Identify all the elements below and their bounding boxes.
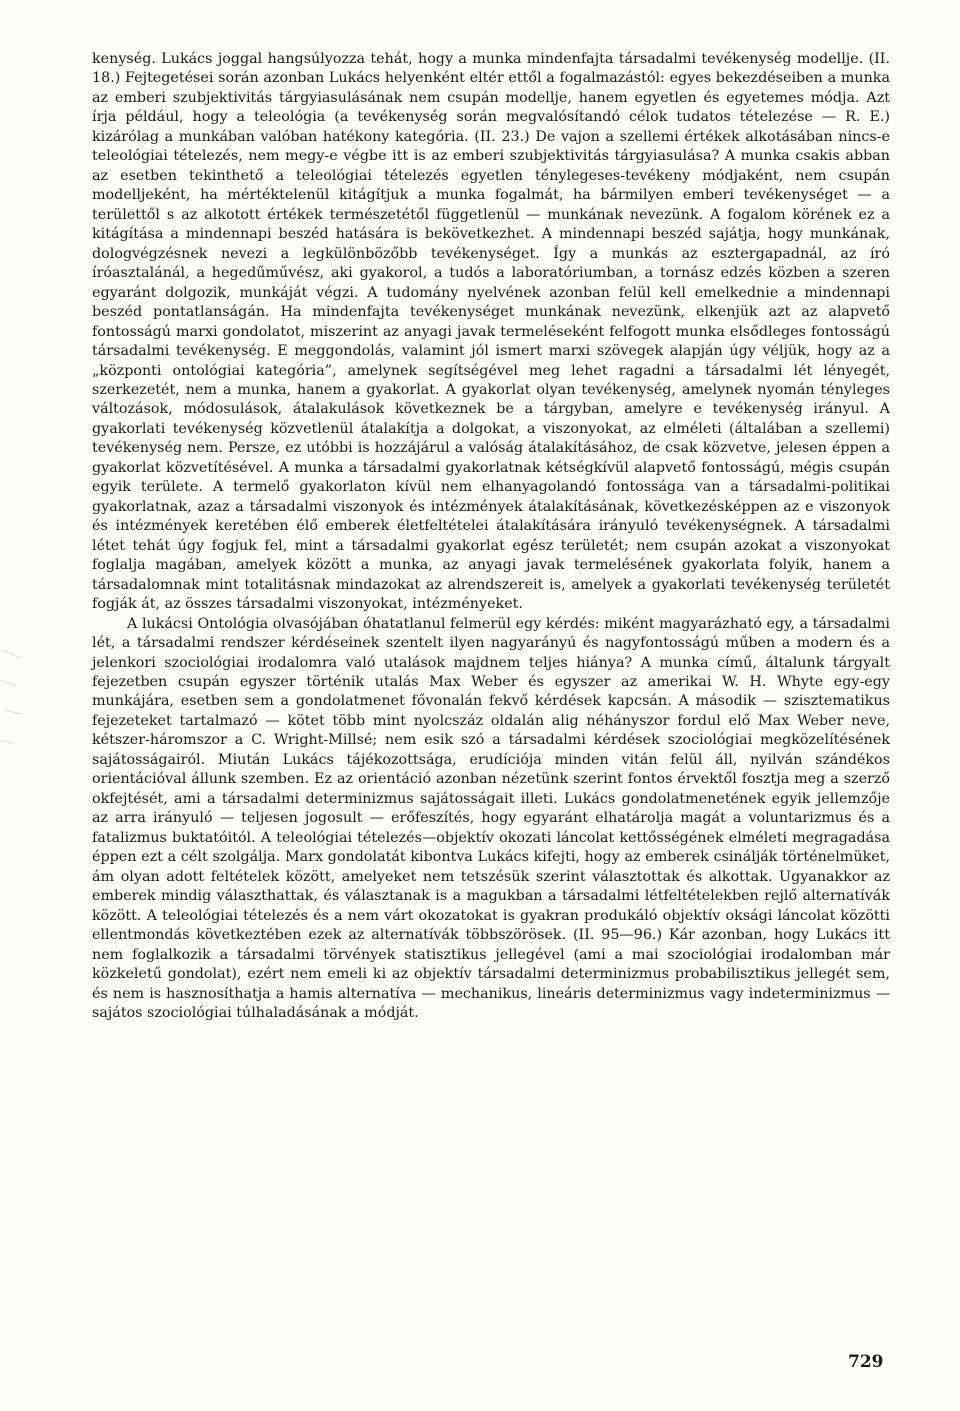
paragraph: kenység. Lukács joggal hangsúlyozza tehát, hogy a munka mindenfajta társadalmi tevékenység modellje. (II. 18.) Fejtegetései során azonban Lukács helyenként eltér ettől a fogalmazástól: egyes bekezdéseiben a munka az emberi szubjektivitás tárgyiasulásának nem csupán modellje, hanem egyetlen és egyetemes módja. Azt írja például, hogy a teleológia (a tevékenység során megvalósítandó célok tudatos tételezése — R. E.) kizárólag a munkában valóban hatékony kategória. (II. 23.) De vajon a szellemi értékek alkotásában nincs-e teleológiai tételezés, nem megy-e végbe itt is az emberi szubjektivitás tárgyiasulása? A munka csakis abban az esetben tekinthető a teleológiai tételezés egyetlen ténylegeses-tevékeny módjaként, nem csupán modelljeként, ha mértéktelenül kitágítjuk a munka fogalmát, ha bármilyen emberi tevékenységet — a területtől s az alkotott értékek természetétől függetlenül — munkának nevezünk. A fogalom körének ez a kitágítása a mindennapi beszéd hatására is bekövetkezhet. A mindennapi beszéd sajátja, hogy munkának, dologvégzésnek nevezi a legkülönbözőbb tevékenységet. Így a munkás az esztergapadnál, az író íróasztalánál, a hegedűművész, aki gyakorol, a tudós a laboratóriumban, a tornász edzés közben a szeren egyaránt dolgozik, munkáját végzi. A tudomány nyelvének azonban felül kell emelkednie a mindennapi beszéd pontatlanságán. Ha mindenfajta tevékenységet munkának nevezünk, elkenjük azt az alapvető fontosságú marxi gondolatot, miszerint az anyagi javak termeléseként felfogott munka elsődleges fontosságú társadalmi tevékenység. E meggondolás, valamint jól ismert marxi szövegek alapján úgy véljük, hogy az a „központi ontológiai kategória”, amelynek segítségével meg lehet ragadni a társadalmi lét lényegét, szerkezetét, nem a munka, hanem a gyakorlat. A gyakorlat olyan tevékenység, amelynek nyomán tényleges változások, módosulások, átalakulások következnek be a tárgyban, amelyre e tevékenység irányul. A gyakorlati tevékenység közvetlenül átalakítja a dolgokat, a viszonyokat, az elméleti (általában a szellemi) tevékenység nem. Persze, ez utóbbi is hozzájárul a valóság átalakításához, de csak közvetve, jelesen éppen a gyakorlat közvetítésével. A munka a társadalmi gyakorlatnak kétségkívül alapvető fontosságú, mégis csupán egyik területe. A termelő gyakorlaton kívül nem elhanyagolandó fontossága van a társadalmi-politikai gyakorlatnak, azaz a társadalmi viszonyok és intézmények átalakításának, következésképpen az e viszonyok és intézmények keretében élő emberek életfeltételei átalakítására irányuló tevékenységnek. A társadalmi létet tehát úgy fogjuk fel, mint a társadalmi gyakorlat egész területét; nem csupán azokat a viszonyokat foglalja magában, amelyek között a munka, az anyagi javak termelésének gyakorlata folyik, hanem a társadalomnak mint totalitásnak mindazokat az alrendszereit is, amelyek a gyakorlati tevékenység területét fogják át, az összes társadalmi viszonyokat, intézményeket. bbox=[92, 51, 890, 613]
page-number: 729 bbox=[848, 1352, 884, 1372]
scan-artifact-edge bbox=[0, 640, 22, 760]
paragraph: A lukácsi Ontológia olvasójában óhatatlanul felmerül egy kérdés: miként magyarázható egy, a társadalmi lét, a társadalmi rendszer kérdéseinek szentelt ilyen nagyarányú és nagyfontosságú műben a modern és a jelenkori szociológiai irodalomra való utalások majdnem teljes hiánya? A munka című, általunk tárgyalt fejezetben csupán egyszer történik utalás Max Weber és egyszer az amerikai W. H. Whyte egy-egy munkájára, esetben sem a gondolatmenet fővonalán fekvő kérdések kapcsán. A második — szisztematikus fejezeteket tartalmazó — kötet több mint nyolcszáz oldalán alig néhányszor fordul elő Max Weber neve, kétszer-háromszor a C. Wright-Millsé; nem esik szó a társadalmi kérdések szociológiai megközelítésének sajátosságairól. Miután Lukács tájékozottsága, erudíciója minden vitán felül áll, nyilván szándékos orientációval állunk szemben. Ez az orientáció azonban nézetünk szerint fontos érvektől fosztja meg a szerző okfejtését, ami a társadalmi determinizmus sajátosságait illeti. Lukács gondolatmenetének egyik jellemzője az arra irányuló — teljesen jogosult — erőfeszítés, hogy egyaránt elhatárolja magát a voluntarizmus és a fatalizmus buktatóitól. A teleológiai tételezés—objektív okozati láncolat kettősségének elméleti megragadása éppen ezt a célt szolgálja. Marx gondolatát kibontva Lukács kifejti, hogy az emberek csinálják történelmüket, ám olyan adott feltételek között, amelyeket nem tetszésük szerint választottak és alkottak. Ugyanakkor az emberek mindig választhattak, és választanak is a magukban a társadalmi létfeltételekben rejlő alternatívák között. A teleológiai tételezés és a nem várt okozatokat is gyakran produkáló objektív oksági láncolat közötti ellentmondás következtében ezek az alternatívák többszörösek. (II. 95—96.) Kár azonban, hogy Lukács itt nem foglalkozik a társadalmi törvények statisztikus jellegével (ami a mai szociológiai irodalomban már közkeletű gondolat), ezért nem emeli ki az objektív társadalmi determinizmus probabilisztikus jellegét sem, és nem is hasznosíthatja a hamis alternatíva — mechanikus, lineáris determinizmus vagy indeterminizmus — sajátos szociológiai túlhaladásának a módját. bbox=[92, 615, 890, 1021]
body-text bbox=[92, 50, 890, 1023]
